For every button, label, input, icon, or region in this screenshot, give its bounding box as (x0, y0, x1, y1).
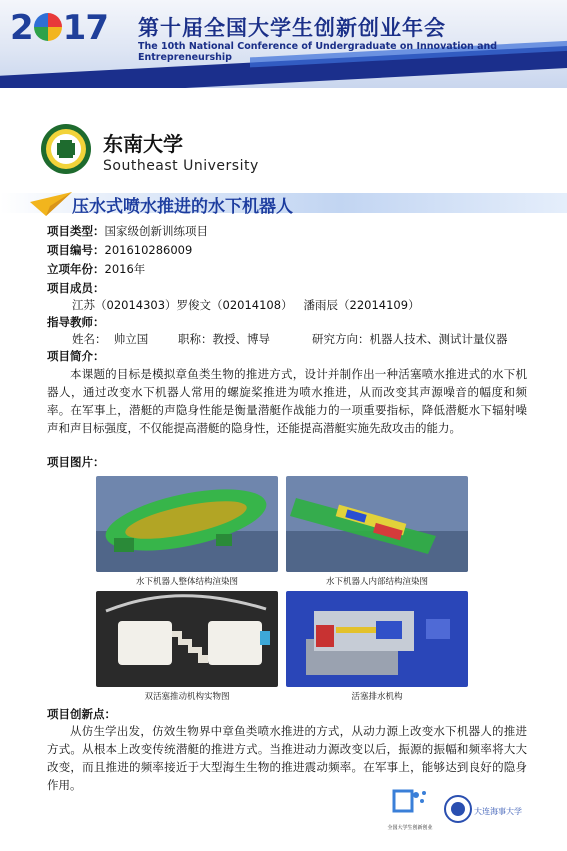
advisor-title: 职称：教授、博导 (178, 332, 270, 346)
project-type-row (47, 223, 208, 240)
piston-drain-render (286, 591, 468, 687)
project-title: 压水式喷水推进的水下机器人 (72, 197, 293, 217)
project-members-label: 项目成员： (47, 281, 105, 295)
advisor-label-row (47, 314, 105, 331)
caption-exterior: 水下机器人整体结构渲染图 (135, 577, 238, 587)
caption-interior: 水下机器人内部结构渲染图 (325, 577, 428, 587)
advisor-field: 研究方向：机器人技术、测试计量仪器 (312, 332, 508, 346)
innovation-label-row (47, 706, 116, 723)
intro-label-row (47, 348, 105, 365)
university-name-en: Southeast University (103, 158, 259, 174)
advisor-name: 姓名： 帅立国 (72, 332, 149, 346)
project-year-value: 2016年 (104, 262, 146, 276)
innovation-label: 项目创新点： (47, 707, 116, 721)
university-name-cn: 东南大学 (103, 132, 183, 156)
conference-year: 2 17 (10, 8, 108, 48)
project-id-row (47, 242, 192, 259)
project-type-value: 国家级创新训练项目 (104, 224, 208, 238)
project-members-label-row (47, 280, 105, 297)
project-members-value: 江苏（02014303）罗俊文（02014108） 潘雨辰（22014109） (72, 298, 420, 312)
conference-banner (0, 0, 567, 88)
project-type-label: 项目类型： (47, 224, 105, 238)
innovation-program-logo-icon (388, 787, 432, 823)
robot-interior-render (286, 476, 468, 572)
caption-piston-drain: 活塞排水机构 (351, 692, 403, 702)
footer-university-text: 大连海事大学 (474, 807, 522, 816)
colorful-zero-icon (34, 13, 62, 41)
images-label: 项目图片： (47, 455, 105, 469)
dalian-maritime-seal-icon (444, 795, 472, 823)
images-label-row (47, 454, 105, 471)
project-id-value: 201610286009 (104, 243, 193, 257)
project-year-row (47, 261, 145, 278)
advisor-label: 指导教师： (47, 315, 105, 329)
piston-mechanism-photo (96, 591, 278, 687)
conference-title-en: The 10th National Conference of Undergraduate on Innovation and Entrepreneurship (138, 41, 498, 63)
conference-title-cn: 第十届全国大学生创新创业年会 (138, 16, 446, 40)
project-year-label: 立项年份： (47, 262, 105, 276)
project-id-label: 项目编号： (47, 243, 105, 257)
university-seal-icon (40, 123, 92, 175)
caption-piston-photo: 双活塞推动机构实物图 (144, 692, 230, 702)
intro-text: 本课题的目标是模拟章鱼类生物的推进方式，设计并制作出一种活塞喷水推进式的水下机器人，通过改变水下机器人常用的螺旋桨推进为喷水推进，从而改变其声源噪音的幅度和频率。在军事上，潜艇的声隐身性能是衡量潜艇作战能力的一项重要指标，降低潜艇水下辐射噪声和声目标强度，不仅能提高潜艇的隐身性，还能提高潜艇实施先敌攻击的能力。 (47, 367, 527, 435)
footer-logo-caption: 全国大学生创新创业 (387, 825, 433, 831)
paper-plane-icon (30, 190, 72, 216)
intro-label: 项目简介： (47, 349, 105, 363)
innovation-text: 从仿生学出发，仿效生物界中章鱼类喷水推进的方式，从动力源上改变水下机器人的推进方式。从根本上改变传统潜艇的推进方式。当推进动力源改变以后，振源的振幅和频率将大大改变，而且推进的频率接近于大型海生生物的推进震动频率。在军事上，能够达到良好的隐身作用。 (47, 724, 527, 792)
robot-exterior-render (96, 476, 278, 572)
